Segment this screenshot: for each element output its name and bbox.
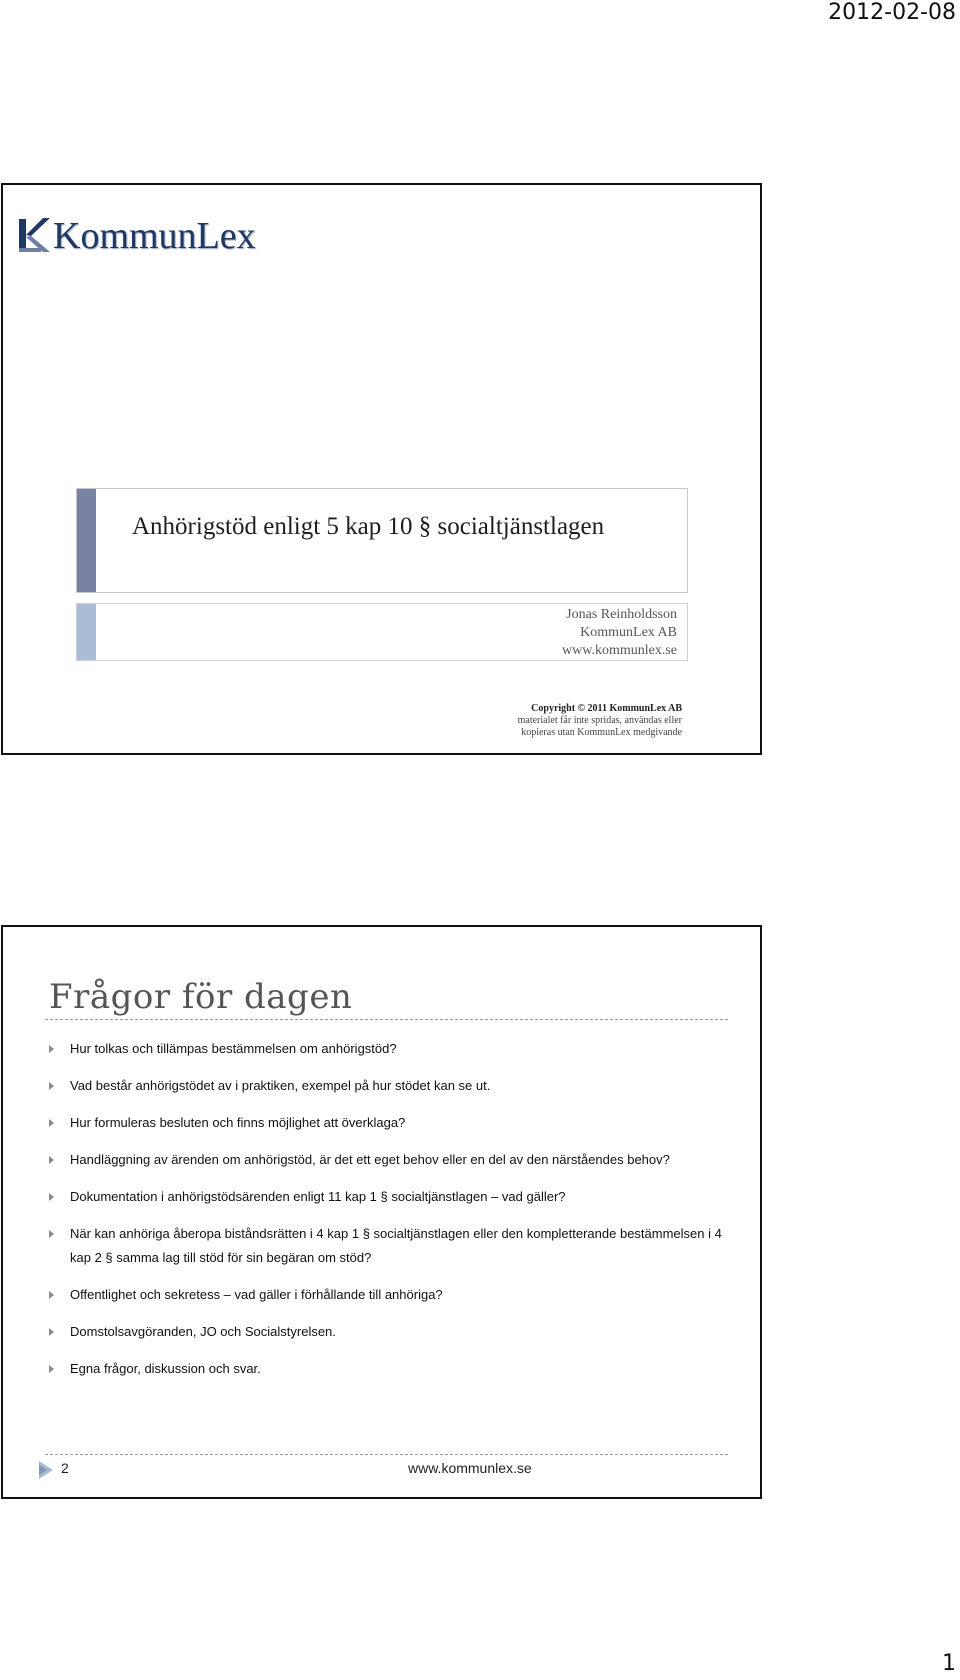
list-item (47, 1148, 737, 1172)
slide-questions (1, 925, 762, 1499)
list-item (47, 1283, 737, 1307)
bullet-arrow-icon (49, 1045, 54, 1053)
title-box (76, 488, 688, 593)
list-item-text: Handläggning av ärenden om anhörigstöd, är det ett eget behov eller en del av den närståendes behov? (70, 1152, 670, 1167)
footer-website: www.kommunlex.se (408, 1460, 532, 1476)
author-info (562, 606, 677, 660)
list-item-text: Hur formuleras besluten och finns möjlighet att överklaga? (70, 1115, 406, 1130)
list-item (47, 1037, 737, 1061)
bullet-arrow-icon (49, 1193, 54, 1201)
bullet-arrow-icon (49, 1328, 54, 1336)
list-item (47, 1320, 737, 1344)
author-name: Jonas Reinholdsson (566, 607, 677, 622)
slide-number: 2 (61, 1460, 69, 1476)
logo-text: KommunLex (53, 215, 256, 257)
list-item (47, 1111, 737, 1135)
copyright-line: Copyright © 2011 KommunLex AB (531, 703, 682, 714)
list-item (47, 1357, 737, 1381)
page-date: 2012-02-08 (828, 0, 956, 25)
question-list (47, 1037, 737, 1394)
author-accent-bar (77, 604, 96, 660)
list-item-text: Offentlighet och sekretess – vad gäller i förhållande till anhöriga? (70, 1287, 443, 1302)
bullet-arrow-icon (49, 1365, 54, 1373)
bullet-arrow-icon (49, 1119, 54, 1127)
list-item-text: Domstolsavgöranden, JO och Socialstyrelsen. (70, 1324, 336, 1339)
list-item-text: Vad består anhörigstödet av i praktiken, exempel på hur stödet kan se ut. (70, 1078, 491, 1093)
page-number: 1 (942, 1651, 956, 1676)
bullet-arrow-icon (49, 1082, 54, 1090)
bullet-arrow-icon (49, 1291, 54, 1299)
author-website: www.kommunlex.se (562, 643, 677, 658)
bullet-arrow-icon (49, 1156, 54, 1164)
kommunlex-logo-mark-icon (17, 215, 51, 255)
slide-heading: Frågor för dagen (49, 977, 353, 1017)
slide-main-title: Anhörigstöd enligt 5 kap 10 § socialtjänstlagen (132, 513, 605, 540)
list-item-text: Hur tolkas och tillämpas bestämmelsen om anhörigstöd? (70, 1041, 397, 1056)
list-item-text: Egna frågor, diskussion och svar. (70, 1361, 261, 1376)
footer-divider (45, 1454, 728, 1455)
list-item-text: Dokumentation i anhörigstödsärenden enligt 11 kap 1 § socialtjänstlagen – vad gäller? (70, 1189, 566, 1204)
copyright-notice (518, 703, 682, 739)
slide-title (1, 183, 762, 755)
bullet-arrow-icon (49, 1230, 54, 1238)
kommunlex-logo (17, 215, 256, 255)
list-item-text: När kan anhöriga åberopa biståndsrätten i 4 kap 1 § socialtjänstlagen eller den kompletterande bestämmelsen i 4 kap 2 § samma lag till stöd för sin begäran om stöd? (70, 1226, 722, 1265)
list-item (47, 1185, 737, 1209)
author-company: KommunLex AB (580, 625, 677, 640)
copyright-consent-line: kopieras utan KommunLex medgivande (521, 727, 682, 738)
heading-divider (45, 1019, 728, 1020)
list-item (47, 1222, 737, 1270)
title-accent-bar (77, 489, 96, 592)
list-item (47, 1074, 737, 1098)
author-box (76, 603, 688, 661)
footer-arrow-icon (39, 1461, 53, 1479)
copyright-restriction-line: materialet får inte spridas, användas eller (517, 715, 682, 726)
